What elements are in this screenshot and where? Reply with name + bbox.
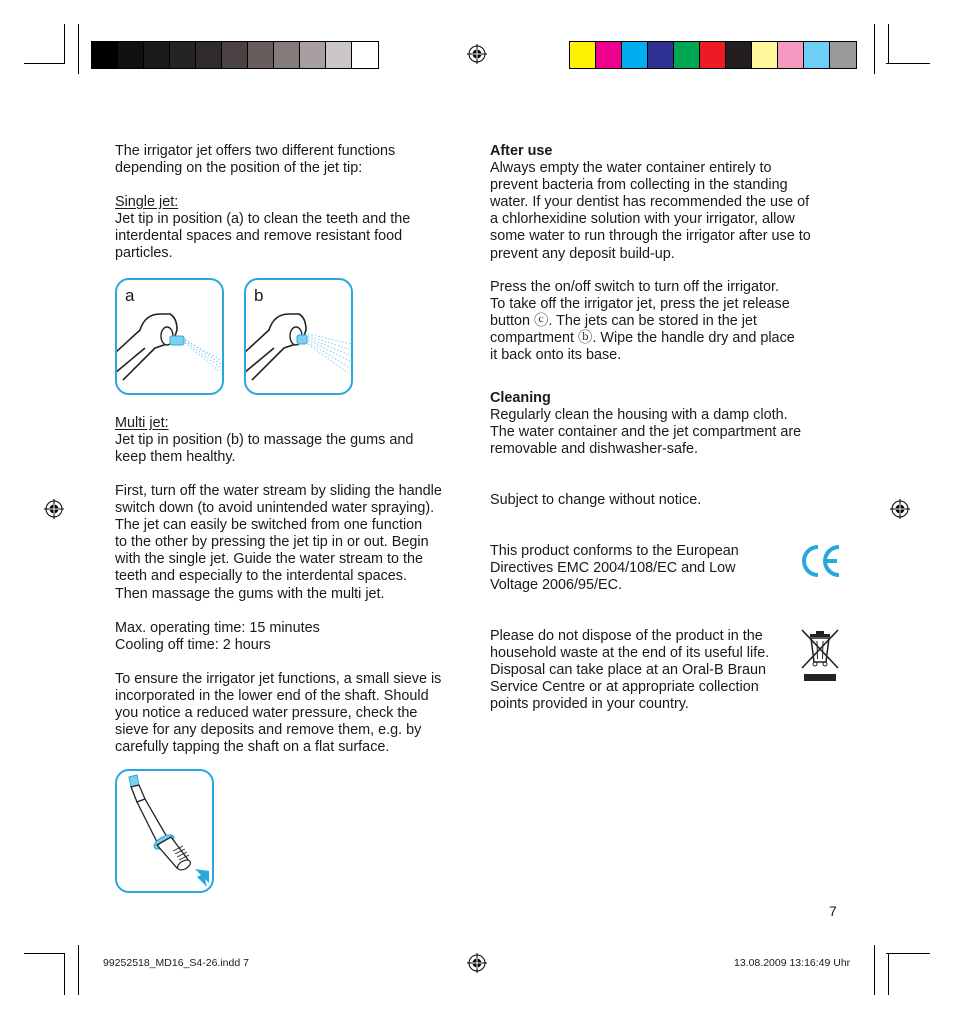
gray-swatch-3 <box>144 42 170 68</box>
weee-bin-icon <box>800 628 840 684</box>
gray-swatch-5 <box>196 42 222 68</box>
registration-mark-icon <box>467 953 487 973</box>
process-swatch-3 <box>622 42 648 68</box>
process-swatch-1 <box>570 42 596 68</box>
single-jet-illustration <box>115 278 224 395</box>
crop-mark <box>78 24 79 74</box>
single-jet-heading: Single jet: <box>115 194 179 210</box>
figure-multi-jet <box>244 278 353 395</box>
gray-swatch-9 <box>300 42 326 68</box>
sieve-paragraph: To ensure the irrigator jet functions, a small sieve is incorporated in the lower end of the shaft. Should you notice a reduced water pressure, check the sieve for any deposits and remove them, e.g. by carefully tapping the shaft on a flat surface. <box>115 671 442 756</box>
figure-label-b: b <box>254 286 264 305</box>
process-swatch-11 <box>830 42 856 68</box>
gray-swatch-7 <box>248 42 274 68</box>
after-use-section <box>490 143 840 263</box>
grayscale-color-bar <box>91 41 379 69</box>
cleaning-heading: Cleaning <box>490 390 551 406</box>
gray-swatch-8 <box>274 42 300 68</box>
process-swatch-4 <box>648 42 674 68</box>
process-swatch-8 <box>752 42 778 68</box>
figure-label-a: a <box>125 286 135 305</box>
crop-mark <box>874 24 875 74</box>
ce-mark-icon <box>800 542 842 580</box>
switch-off-paragraph: Press the on/off switch to turn off the irrigator. To take off the irrigator jet, press the jet release button ⓒ. The jets can be stored in the jet compartment ⓑ. Wipe the handle dry and place it back onto its base. <box>490 279 795 364</box>
cleaning-section <box>490 390 840 458</box>
crop-mark <box>886 63 930 64</box>
gray-swatch-1 <box>92 42 118 68</box>
registration-mark-icon <box>44 499 64 519</box>
crop-mark <box>24 953 64 954</box>
after-use-heading: After use <box>490 143 553 159</box>
multi-jet-heading: Multi jet: <box>115 415 169 431</box>
cleaning-text: Regularly clean the housing with a damp cloth. The water container and the jet compartment are removable and dishwasher-safe. <box>490 407 802 458</box>
footer-timestamp: 13.08.2009 13:16:49 Uhr <box>734 957 851 969</box>
process-swatch-6 <box>700 42 726 68</box>
process-swatch-7 <box>726 42 752 68</box>
gray-swatch-6 <box>222 42 248 68</box>
crop-mark <box>64 953 65 995</box>
multi-jet-text: Jet tip in position (b) to massage the gums and keep them healthy. <box>115 432 414 466</box>
usage-paragraph: First, turn off the water stream by sliding the handle switch down (to avoid unintended water spraying). The jet can easily be switched from one function to the other by pressing the jet tip in or out. Begin with the single jet. Guide the water stream to the teeth and especially to the interdental spaces. Then massage the gums with the multi jet. <box>115 483 442 602</box>
change-notice: Subject to change without notice. <box>490 492 702 508</box>
gray-swatch-4 <box>170 42 196 68</box>
single-jet-section <box>115 194 465 262</box>
multi-jet-illustration <box>244 278 353 395</box>
crop-mark <box>888 24 889 64</box>
disposal-paragraph: Please do not dispose of the product in the household waste at the end of its useful life. Disposal can take place at an Oral-B Braun Service Centre or at appropriate collection points provided in your country. <box>490 628 770 713</box>
operating-times: Max. operating time: 15 minutes Cooling off time: 2 hours <box>115 620 320 654</box>
footer-file-info: 99252518_MD16_S4-26.indd 7 <box>103 957 249 969</box>
conformity-paragraph: This product conforms to the European Directives EMC 2004/108/EC and Low Voltage 2006/95/EC. <box>490 543 739 594</box>
figure-jet-shaft <box>115 769 214 893</box>
registration-mark-icon <box>467 44 487 64</box>
jet-shaft-illustration <box>115 769 214 893</box>
crop-mark <box>874 945 875 995</box>
crop-mark <box>64 24 65 64</box>
gray-swatch-11 <box>352 42 378 68</box>
process-color-bar <box>569 41 857 69</box>
gray-swatch-10 <box>326 42 352 68</box>
after-use-text: Always empty the water container entirely to prevent bacteria from collecting in the standing water. If your dentist has recommended the use of a chlorhexidine solution with your irrigator, allow some water to run through the irrigator after use to prevent any deposit build-up. <box>490 160 811 262</box>
gray-swatch-2 <box>118 42 144 68</box>
intro-paragraph: The irrigator jet offers two different functions depending on the position of the jet tip: <box>115 143 396 177</box>
figure-single-jet <box>115 278 224 395</box>
registration-mark-icon <box>890 499 910 519</box>
multi-jet-section <box>115 415 465 466</box>
process-swatch-5 <box>674 42 700 68</box>
process-swatch-10 <box>804 42 830 68</box>
crop-mark <box>888 953 889 995</box>
crop-mark <box>78 945 79 995</box>
single-jet-text: Jet tip in position (a) to clean the teeth and the interdental spaces and remove resistant food particles. <box>115 211 411 262</box>
crop-mark <box>886 953 930 954</box>
process-swatch-9 <box>778 42 804 68</box>
process-swatch-2 <box>596 42 622 68</box>
crop-mark <box>24 63 64 64</box>
page-number: 7 <box>829 903 837 919</box>
